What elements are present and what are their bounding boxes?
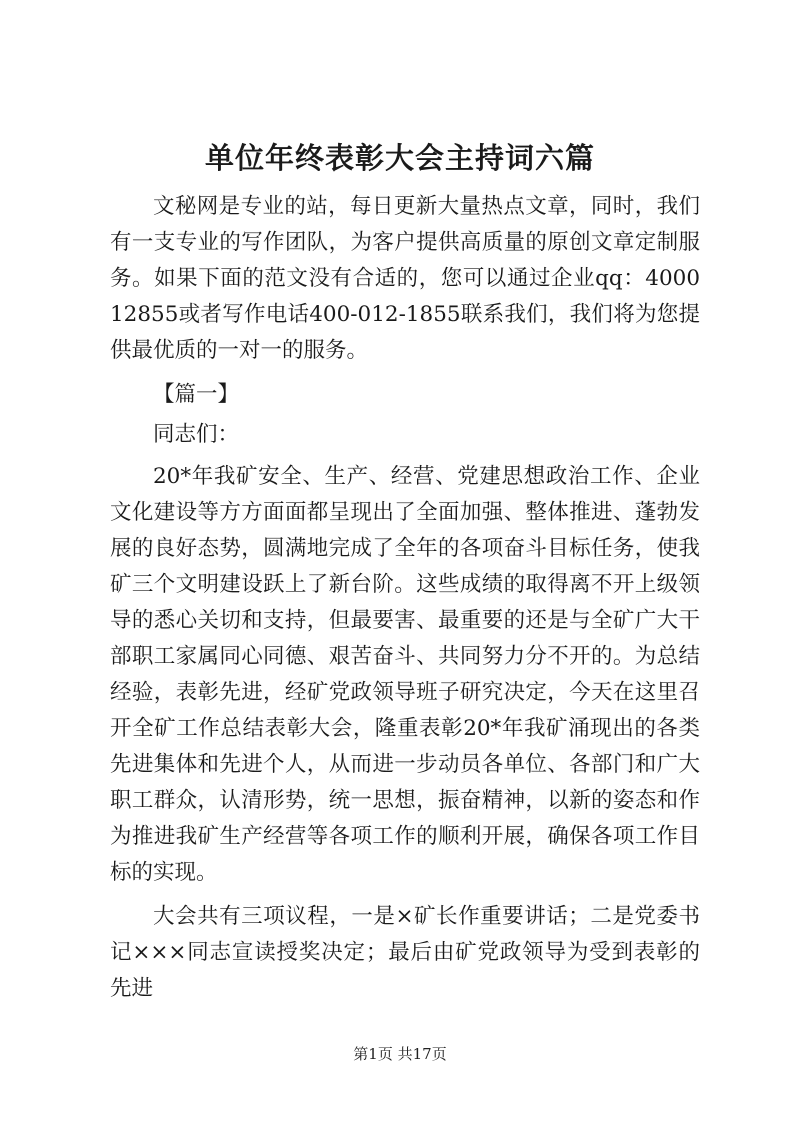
body-paragraph-2: 大会共有三项议程，一是×矿长作重要讲话；二是党委书记×××同志宣读授奖决定；最后由矿党政领导为受到表彰的先进	[110, 904, 700, 1001]
page-number-footer: 第1页 共17页	[353, 1045, 447, 1063]
body-paragraph-1: 20*年我矿安全、生产、经营、党建思想政治工作、企业文化建设等方方面面都呈现出了全面加强、整体推进、蓬勃发展的良好态势，圆满地完成了全年的各项奋斗目标任务，使我矿三个文明建设跃上了新台阶。这些成绩的取得离不开上级领导的悉心关切和支持，但最要害、最重要的还是与全矿广大干部职工家属同心同德、艰苦奋斗、共同努力分不开的。为总结经验，表彰先进，经矿党政领导班子研究决定，今天在这里召开全矿工作总结表彰大会，隆重表彰20*年我矿涌现出的各类先进集体和先进个人，从而进一步动员各单位、各部门和广大职工群众，认清形势，统一思想，振奋精神，以新的姿态和作为推进我矿生产经营等各项工作的顺利开展，确保各项工作目标的实现。	[110, 464, 700, 885]
document-body	[110, 189, 700, 1007]
intro-paragraph: 文秘网是专业的站，每日更新大量热点文章，同时，我们有一支专业的写作团队，为客户提供高质量的原创文章定制服务。如果下面的范文没有合适的，您可以通过企业qq：400012855或者写作电话400-012-1855联系我们，我们将为您提供最优质的一对一的服务。	[110, 194, 700, 363]
section-heading: 【篇一】	[153, 382, 240, 407]
document-title: 单位年终表彰大会主持词六篇	[204, 141, 595, 175]
salutation: 同志们：	[153, 422, 240, 447]
